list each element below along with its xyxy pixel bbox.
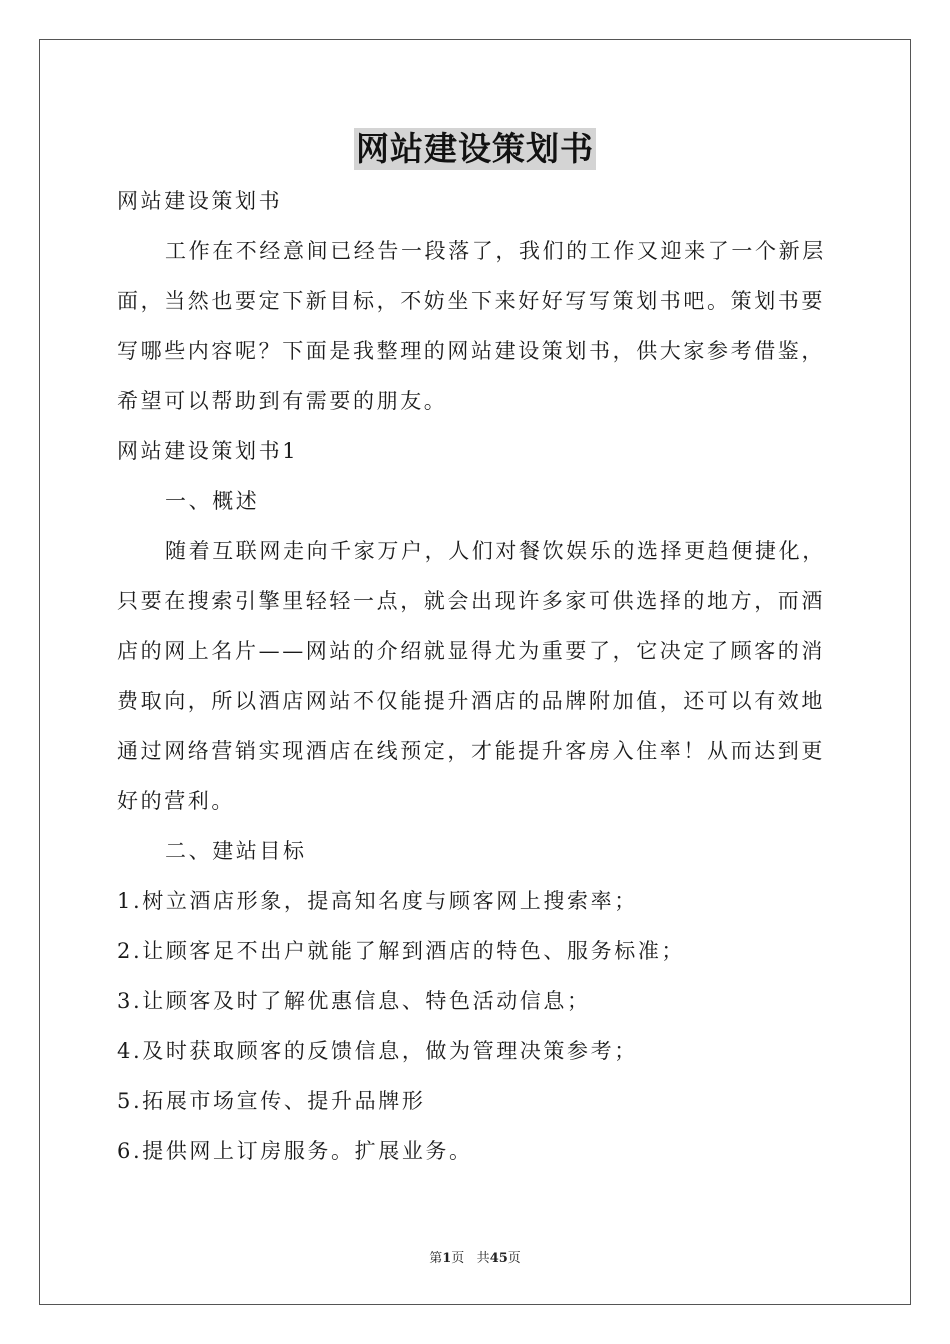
- document-title: 网站建设策划书: [356, 129, 594, 168]
- intro-paragraph: 工作在不经意间已经告一段落了，我们的工作又迎来了一个新层面，当然也要定下新目标，不妨坐下来好好写写策划书吧。策划书要写哪些内容呢？下面是我整理的网站建设策划书，供大家参考借鉴，希望可以帮助到有需要的朋友。: [117, 239, 826, 413]
- goal-item-3: 3.让顾客及时了解优惠信息、特色活动信息；: [117, 989, 591, 1013]
- section-heading: 网站建设策划书1: [117, 439, 299, 463]
- total-prefix: 共: [476, 1251, 490, 1266]
- goal-item-5: 5.拓展市场宣传、提升品牌形: [117, 1089, 426, 1113]
- goal-item-6: 6.提供网上订房服务。扩展业务。: [117, 1139, 473, 1163]
- page-total: 45: [489, 1251, 508, 1266]
- title-container: [0, 128, 950, 170]
- document-body: [117, 176, 835, 1176]
- page-prefix: 第: [429, 1251, 443, 1266]
- goal-item-2: 2.让顾客足不出户就能了解到酒店的特色、服务标准；: [117, 939, 686, 963]
- page-suffix: 页: [451, 1251, 465, 1266]
- overview-paragraph: 随着互联网走向千家万户，人们对餐饮娱乐的选择更趋便捷化，只要在搜索引擎里轻轻一点，就会出现许多家可供选择的地方，而酒店的网上名片——网站的介绍就显得尤为重要了，它决定了顾客的消费取向，所以酒店网站不仅能提升酒店的品牌附加值，还可以有效地通过网络营销实现酒店在线预定，才能提升客房入住率！从而达到更好的营利。: [117, 539, 826, 813]
- goal-item-4: 4.及时获取顾客的反馈信息，做为管理决策参考；: [117, 1039, 638, 1063]
- page-footer: [0, 1247, 950, 1266]
- document-subtitle: 网站建设策划书: [117, 189, 283, 213]
- total-suffix: 页: [507, 1251, 521, 1266]
- heading-overview: 一、概述: [165, 489, 260, 513]
- goal-item-1: 1.树立酒店形象，提高知名度与顾客网上搜索率；: [117, 889, 638, 913]
- heading-goals: 二、建站目标: [165, 839, 307, 863]
- page-current: 1: [442, 1251, 452, 1266]
